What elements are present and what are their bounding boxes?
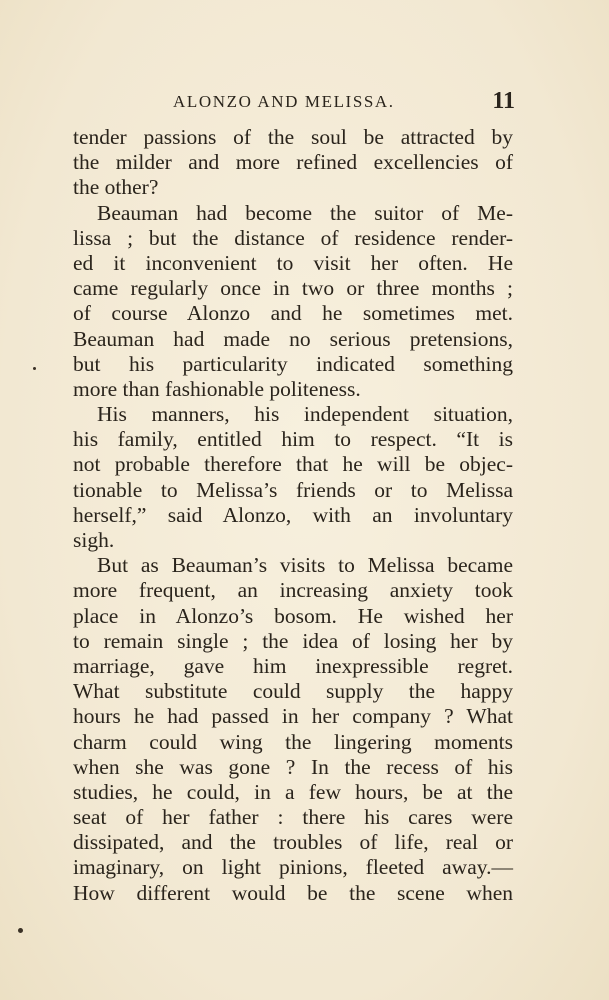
text-line: his family, entitled him to respect. “It is	[73, 427, 513, 452]
text-line: But as Beauman’s visits to Melissa became	[97, 553, 513, 578]
text-line: when she was gone ? In the recess of his	[73, 754, 513, 779]
text-line: of course Alonzo and he sometimes met.	[73, 301, 513, 326]
text-line: tionable to Melissa’s friends or to Melissa	[73, 477, 513, 502]
text-line: the milder and more refined excellencies of	[73, 150, 513, 175]
text-line: more than fashionable politeness.	[73, 376, 361, 401]
text-line: seat of her father : there his cares were	[73, 805, 513, 830]
text-line: tender passions of the soul be attracted by	[73, 125, 513, 149]
text-line: place in Alonzo’s bosom. He wished her	[73, 603, 513, 628]
page-number: 11	[492, 88, 515, 114]
body-text	[73, 125, 513, 906]
text-line: but his particularity indicated something	[73, 351, 513, 376]
ink-speck	[18, 928, 23, 933]
text-line: charm could wing the lingering moments	[73, 729, 513, 754]
ink-speck	[33, 367, 36, 370]
text-line: studies, he could, in a few hours, be at the	[73, 779, 513, 804]
text-line: Beauman had become the suitor of Me-	[97, 200, 513, 225]
text-line: not probable therefore that he will be objec-	[73, 452, 513, 477]
text-line: came regularly once in two or three months ;	[73, 276, 513, 301]
running-title: ALONZO AND MELISSA.	[173, 92, 395, 111]
text-line: What substitute could supply the happy	[73, 679, 513, 704]
text-line: the other?	[73, 175, 159, 200]
text-line: more frequent, an increasing anxiety took	[73, 578, 513, 603]
text-line: ed it inconvenient to visit her often. He	[73, 250, 513, 275]
text-line: to remain single ; the idea of losing her by	[73, 628, 513, 653]
text-line: hours he had passed in her company ? What	[73, 704, 513, 729]
text-line: lissa ; but the distance of residence render-	[73, 225, 513, 250]
text-line: sigh.	[73, 528, 115, 552]
text-line: imaginary, on light pinions, fleeted away.—	[73, 855, 513, 880]
text-line: Beauman had made no serious pretensions,	[73, 326, 513, 351]
text-line: His manners, his independent situation,	[97, 402, 513, 427]
text-line: dissipated, and the troubles of life, real or	[73, 830, 513, 855]
text-line: herself,” said Alonzo, with an involuntary	[73, 502, 513, 527]
running-header	[73, 90, 515, 120]
text-line: How different would be the scene when	[73, 880, 513, 905]
text-line: marriage, gave him inexpressible regret.	[73, 653, 513, 678]
